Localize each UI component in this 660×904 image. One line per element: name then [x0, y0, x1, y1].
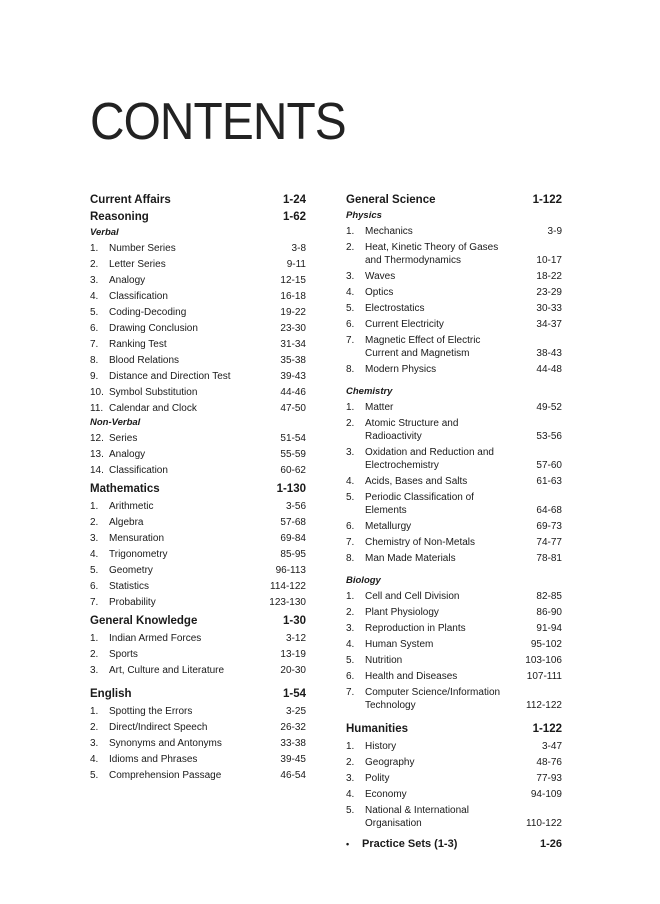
toc-entry-title: Number Series	[109, 243, 176, 254]
bullet-entry-page-range: 1-26	[539, 838, 562, 850]
toc-entry-title: Spotting the Errors	[109, 706, 193, 717]
toc-entry-title: Series	[109, 433, 138, 444]
toc-entry-number: 2.	[90, 649, 99, 660]
toc-entry-page-range: 123-130	[269, 597, 306, 608]
toc-entry-number: 14.	[90, 465, 104, 476]
toc-entry	[90, 400, 306, 416]
toc-entry-number: 10.	[90, 387, 104, 398]
toc-entry-number: 7.	[346, 335, 355, 346]
contents-left-column	[90, 192, 306, 783]
toc-entry	[346, 550, 562, 566]
toc-entry-number: 1.	[90, 706, 99, 717]
toc-entry-page-range: 3-47	[541, 741, 562, 752]
toc-entry	[90, 256, 306, 272]
toc-entry-page-range: 10-17	[536, 255, 562, 266]
toc-entry-page-range: 3-12	[285, 633, 306, 644]
toc-entry-page-range: 20-30	[280, 665, 306, 676]
toc-entry-title: Health and Diseases	[365, 671, 458, 682]
toc-entry	[346, 444, 562, 473]
toc-entry-number: 5.	[90, 307, 99, 318]
toc-entry-page-range: 44-46	[280, 387, 306, 398]
section-heading	[90, 481, 306, 498]
toc-entry-number: 5.	[346, 303, 355, 314]
toc-entry	[346, 620, 562, 636]
section-page-range: 1-54	[282, 688, 306, 700]
toc-entry-title: Analogy	[109, 449, 146, 460]
toc-entry-title: Geography	[365, 757, 415, 768]
toc-entry-number: 3.	[346, 447, 355, 458]
toc-entry-title: Magnetic Effect of Electric Current and Magnetism	[365, 335, 481, 359]
toc-entry-page-range: 86-90	[536, 607, 562, 618]
toc-entry	[346, 786, 562, 802]
toc-entry-title: Idioms and Phrases	[109, 754, 198, 765]
toc-entry	[90, 514, 306, 530]
toc-entry-page-range: 39-43	[280, 371, 306, 382]
toc-entry-title: Oxidation and Reduction and Electrochemistry	[365, 447, 494, 471]
toc-entry	[346, 754, 562, 770]
toc-entry	[90, 530, 306, 546]
toc-entry-title: Optics	[365, 287, 394, 298]
toc-entry-number: 3.	[90, 738, 99, 749]
subsection-heading: Non-Verbal	[90, 417, 141, 428]
toc-entry-number: 4.	[90, 291, 99, 302]
section-title: Reasoning	[90, 211, 149, 223]
toc-entry-title: Current Electricity	[365, 319, 444, 330]
toc-entry	[90, 320, 306, 336]
toc-entry-title: Calendar and Clock	[109, 403, 197, 414]
toc-entry-number: 3.	[346, 773, 355, 784]
toc-entry-title: Art, Culture and Literature	[109, 665, 225, 676]
toc-entry-number: 4.	[346, 287, 355, 298]
toc-entry-number: 2.	[90, 517, 99, 528]
toc-entry-title: Plant Physiology	[365, 607, 439, 618]
section-page-range: 1-24	[282, 194, 306, 206]
toc-entry-number: 2.	[346, 607, 355, 618]
toc-entry	[346, 239, 562, 268]
toc-entry-number: 5.	[346, 492, 355, 503]
toc-entry-page-range: 16-18	[280, 291, 306, 302]
toc-entry-page-range: 69-73	[536, 521, 562, 532]
subsection-heading: Chemistry	[346, 386, 393, 397]
toc-entry	[90, 662, 306, 678]
toc-entry-title: National & International Organisation	[365, 805, 469, 829]
toc-entry-title: Computer Science/Information Technology	[365, 687, 501, 711]
toc-entry-page-range: 51-54	[280, 433, 306, 444]
toc-entry-title: Sports	[109, 649, 138, 660]
toc-entry-page-range: 60-62	[280, 465, 306, 476]
toc-entry-number: 3.	[90, 275, 99, 286]
toc-entry-page-range: 35-38	[280, 355, 306, 366]
toc-entry-title: Direct/Indirect Speech	[109, 722, 208, 733]
toc-entry-title: Mensuration	[109, 533, 165, 544]
toc-entry-number: 6.	[346, 319, 355, 330]
toc-entry-title: History	[365, 741, 397, 752]
toc-entry	[346, 738, 562, 754]
toc-entry-number: 2.	[346, 242, 355, 253]
toc-entry-page-range: 49-52	[536, 402, 562, 413]
toc-entry	[90, 352, 306, 368]
toc-entry-title: Matter	[365, 402, 394, 413]
toc-entry	[346, 604, 562, 620]
toc-entry-page-range: 61-63	[536, 476, 562, 487]
toc-entry-number: 6.	[90, 323, 99, 334]
subsection-heading: Verbal	[90, 227, 119, 238]
toc-entry	[90, 462, 306, 478]
toc-entry-page-range: 107-111	[526, 671, 562, 682]
contents-right-column	[346, 192, 562, 853]
toc-entry-page-range: 110-122	[526, 818, 562, 829]
toc-entry	[90, 368, 306, 384]
toc-entry-page-range: 96-113	[275, 565, 306, 576]
toc-entry-title: Probability	[109, 597, 156, 608]
section-page-range: 1-130	[276, 483, 306, 495]
toc-entry-number: 2.	[346, 418, 355, 429]
toc-entry-number: 7.	[90, 339, 99, 350]
toc-entry-title: Synonyms and Antonyms	[109, 738, 222, 749]
toc-entry-page-range: 23-30	[280, 323, 306, 334]
toc-entry-number: 9.	[90, 371, 99, 382]
toc-entry	[90, 767, 306, 783]
toc-entry-page-range: 53-56	[536, 431, 562, 442]
toc-entry-page-range: 48-76	[536, 757, 562, 768]
toc-entry-title: Heat, Kinetic Theory of Gases and Thermodynamics	[365, 242, 499, 266]
toc-entry-number: 11.	[90, 403, 104, 414]
toc-entry-number: 2.	[346, 757, 355, 768]
toc-entry-title: Letter Series	[109, 259, 166, 270]
toc-entry-page-range: 3-8	[291, 243, 306, 254]
toc-entry-title: Blood Relations	[109, 355, 180, 366]
toc-entry	[346, 415, 562, 444]
toc-entry	[90, 751, 306, 767]
bullet-entry	[346, 836, 562, 853]
toc-entry	[90, 630, 306, 646]
section-page-range: 1-122	[532, 194, 562, 206]
section-title: General Science	[346, 194, 436, 206]
toc-entry-page-range: 18-22	[536, 271, 562, 282]
toc-entry-title: Coding-Decoding	[109, 307, 187, 318]
toc-entry-title: Symbol Substitution	[109, 387, 198, 398]
toc-entry-page-range: 39-45	[280, 754, 306, 765]
toc-entry-title: Modern Physics	[365, 364, 437, 375]
toc-entry	[346, 268, 562, 284]
toc-entry	[90, 384, 306, 400]
toc-entry-title: Indian Armed Forces	[109, 633, 202, 644]
bullet-entry-title: Practice Sets (1-3)	[362, 838, 458, 850]
toc-entry-number: 3.	[346, 623, 355, 634]
toc-entry	[346, 636, 562, 652]
toc-entry-page-range: 13-19	[280, 649, 306, 660]
toc-entry-title: Algebra	[109, 517, 144, 528]
toc-entry-page-range: 30-33	[536, 303, 562, 314]
toc-entry-number: 3.	[90, 665, 99, 676]
toc-entry-title: Periodic Classification of Elements	[365, 492, 474, 516]
toc-entry	[90, 498, 306, 514]
toc-entry	[346, 802, 562, 831]
toc-entry-title: Analogy	[109, 275, 146, 286]
toc-entry-title: Classification	[109, 465, 168, 476]
toc-entry	[346, 668, 562, 684]
toc-entry	[90, 703, 306, 719]
toc-entry	[90, 646, 306, 662]
toc-entry	[346, 588, 562, 604]
toc-entry-title: Cell and Cell Division	[365, 591, 460, 602]
toc-entry-page-range: 3-25	[285, 706, 306, 717]
toc-entry-number: 3.	[346, 271, 355, 282]
section-title: Mathematics	[90, 483, 160, 495]
toc-entry-number: 6.	[90, 581, 99, 592]
section-title: Current Affairs	[90, 194, 171, 206]
toc-entry-number: 7.	[346, 687, 355, 698]
toc-entry-title: Electrostatics	[365, 303, 425, 314]
toc-entry-title: Metallurgy	[365, 521, 412, 532]
toc-entry-number: 12.	[90, 433, 104, 444]
toc-entry	[90, 288, 306, 304]
toc-entry-title: Nutrition	[365, 655, 403, 666]
toc-entry	[346, 684, 562, 713]
toc-entry-number: 1.	[346, 226, 355, 237]
toc-entry-page-range: 3-9	[547, 226, 562, 237]
toc-entry-page-range: 3-56	[285, 501, 306, 512]
toc-entry-title: Statistics	[109, 581, 150, 592]
toc-entry-title: Man Made Materials	[365, 553, 456, 564]
toc-entry-number: 1.	[90, 633, 99, 644]
toc-entry-title: Ranking Test	[109, 339, 167, 350]
toc-entry-page-range: 19-22	[280, 307, 306, 318]
toc-entry-title: Human System	[365, 639, 434, 650]
toc-entry-title: Trigonometry	[109, 549, 168, 560]
toc-entry-number: 4.	[90, 754, 99, 765]
toc-entry	[90, 719, 306, 735]
toc-entry	[346, 652, 562, 668]
toc-entry-page-range: 112-122	[526, 700, 562, 711]
toc-entry-page-range: 23-29	[536, 287, 562, 298]
section-title: English	[90, 688, 132, 700]
toc-entry	[90, 272, 306, 288]
toc-entry	[90, 430, 306, 446]
toc-entry	[90, 336, 306, 352]
toc-entry-page-range: 95-102	[530, 639, 562, 650]
toc-entry	[346, 399, 562, 415]
toc-entry-page-range: 33-38	[280, 738, 306, 749]
toc-entry-page-range: 26-32	[280, 722, 306, 733]
toc-entry-number: 13.	[90, 449, 104, 460]
section-page-range: 1-62	[282, 211, 306, 223]
toc-entry-title: Economy	[365, 789, 407, 800]
toc-entry-page-range: 47-50	[280, 403, 306, 414]
bullet-icon: •	[346, 839, 350, 849]
toc-entry-page-range: 91-94	[536, 623, 562, 634]
toc-entry-page-range: 85-95	[280, 549, 306, 560]
toc-entry	[346, 518, 562, 534]
toc-entry-page-range: 12-15	[280, 275, 306, 286]
toc-entry	[346, 473, 562, 489]
toc-entry-number: 8.	[90, 355, 99, 366]
toc-entry-page-range: 34-37	[536, 319, 562, 330]
toc-entry-number: 1.	[90, 243, 99, 254]
toc-entry-number: 5.	[346, 655, 355, 666]
toc-entry-number: 4.	[346, 476, 355, 487]
toc-entry-page-range: 78-81	[536, 553, 562, 564]
toc-entry-title: Waves	[365, 271, 396, 282]
toc-entry-page-range: 82-85	[536, 591, 562, 602]
toc-entry-number: 4.	[346, 789, 355, 800]
toc-entry-number: 6.	[346, 671, 355, 682]
toc-entry	[346, 534, 562, 550]
toc-entry-number: 5.	[90, 770, 99, 781]
toc-entry-page-range: 44-48	[536, 364, 562, 375]
toc-entry-title: Distance and Direction Test	[109, 371, 231, 382]
toc-entry-number: 6.	[346, 521, 355, 532]
toc-entry-title: Geometry	[109, 565, 153, 576]
toc-entry-number: 1.	[346, 741, 355, 752]
toc-entry-number: 8.	[346, 364, 355, 375]
toc-entry-number: 7.	[90, 597, 99, 608]
toc-entry-page-range: 57-68	[280, 517, 306, 528]
section-heading	[90, 209, 306, 226]
toc-entry-title: Reproduction in Plants	[365, 623, 466, 634]
toc-entry-title: Atomic Structure and Radioactivity	[365, 418, 459, 442]
toc-entry-title: Mechanics	[365, 226, 413, 237]
toc-entry	[90, 735, 306, 751]
toc-entry	[346, 284, 562, 300]
toc-entry	[346, 770, 562, 786]
toc-entry-title: Comprehension Passage	[109, 770, 222, 781]
toc-entry	[90, 546, 306, 562]
toc-entry-number: 4.	[346, 639, 355, 650]
section-heading	[346, 192, 562, 209]
toc-entry	[346, 316, 562, 332]
toc-entry-page-range: 38-43	[536, 348, 562, 359]
toc-entry-page-range: 57-60	[536, 460, 562, 471]
section-heading	[90, 192, 306, 209]
toc-entry	[346, 332, 562, 361]
toc-entry	[346, 489, 562, 518]
toc-entry-page-range: 77-93	[536, 773, 562, 784]
toc-entry-page-range: 9-11	[286, 259, 306, 270]
toc-entry-title: Polity	[365, 773, 390, 784]
toc-entry	[90, 240, 306, 256]
toc-entry-number: 2.	[90, 722, 99, 733]
section-title: Humanities	[346, 723, 408, 735]
toc-entry	[346, 223, 562, 239]
toc-entry-page-range: 46-54	[280, 770, 306, 781]
toc-entry-title: Acids, Bases and Salts	[365, 476, 468, 487]
subsection-heading: Biology	[346, 575, 381, 586]
toc-entry-number: 4.	[90, 549, 99, 560]
toc-entry-title: Classification	[109, 291, 168, 302]
section-title: General Knowledge	[90, 615, 198, 627]
section-heading	[90, 613, 306, 630]
toc-entry-number: 1.	[90, 501, 99, 512]
toc-entry-page-range: 31-34	[280, 339, 306, 350]
section-heading	[346, 721, 562, 738]
toc-entry-number: 3.	[90, 533, 99, 544]
toc-entry	[90, 562, 306, 578]
toc-entry-number: 1.	[346, 402, 355, 413]
toc-entry-page-range: 114-122	[270, 581, 306, 592]
toc-entry-title: Drawing Conclusion	[109, 323, 198, 334]
toc-entry	[90, 578, 306, 594]
toc-entry	[90, 594, 306, 610]
toc-entry	[90, 446, 306, 462]
toc-entry-page-range: 103-106	[525, 655, 562, 666]
toc-entry	[346, 300, 562, 316]
toc-entry-page-range: 64-68	[536, 505, 562, 516]
toc-entry-number: 8.	[346, 553, 355, 564]
section-page-range: 1-30	[282, 615, 306, 627]
subsection-heading: Physics	[346, 210, 382, 221]
toc-entry-page-range: 69-84	[280, 533, 306, 544]
toc-entry-title: Chemistry of Non-Metals	[365, 537, 476, 548]
toc-entry-page-range: 94-109	[530, 789, 562, 800]
section-page-range: 1-122	[532, 723, 562, 735]
toc-entry-page-range: 74-77	[536, 537, 562, 548]
toc-entry	[90, 304, 306, 320]
section-heading	[90, 686, 306, 703]
toc-entry-number: 2.	[90, 259, 99, 270]
toc-entry-number: 5.	[90, 565, 99, 576]
toc-entry	[346, 361, 562, 377]
toc-entry-number: 1.	[346, 591, 355, 602]
toc-entry-title: Arithmetic	[109, 501, 154, 512]
toc-entry-page-range: 55-59	[280, 449, 306, 460]
page-title: CONTENTS	[90, 93, 346, 151]
toc-entry-number: 5.	[346, 805, 355, 816]
toc-entry-number: 7.	[346, 537, 355, 548]
